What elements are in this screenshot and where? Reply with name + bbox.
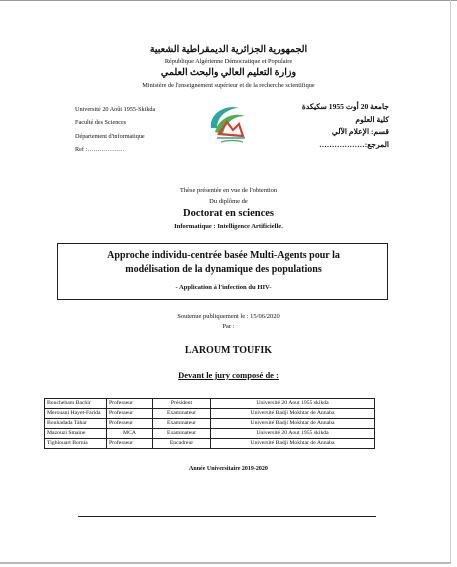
jury-member-name: Mazouzi Smaine — [45, 429, 107, 439]
header-arabic-ministry: وزارة التعليم العالي والبحث العلمي — [160, 68, 297, 78]
jury-member-name: Tighiouart Bornia — [45, 439, 107, 449]
thesis-degree: Doctorat en sciences — [183, 208, 274, 219]
jury-member-institution: Université 20 Aout 1955 skikda — [211, 429, 375, 439]
jury-member-grade: Professeur — [107, 439, 153, 449]
jury-heading: Devant le jury composé de : — [178, 370, 279, 380]
jury-member-role: Président — [153, 399, 211, 409]
department-name-fr: Département d'informatique — [75, 132, 145, 140]
defense-date: Soutenue publiquement le : 15/06/2020 — [177, 313, 280, 320]
jury-member-role: Examinateur — [153, 429, 211, 439]
institution-block-french — [75, 103, 155, 157]
footer-rule — [78, 516, 376, 517]
jury-table — [44, 398, 375, 449]
thesis-title-line1: Approche individu-centrée basée Multi-Agents pour la — [107, 250, 340, 261]
jury-member-role: Encadreur — [153, 439, 211, 449]
page-top-edge — [0, 0, 457, 1]
university-name-fr: Université 20 Août 1955-Skikda — [75, 106, 156, 113]
header-french-republic: République Algérienne Démocratique et Populaire — [164, 58, 293, 65]
thesis-diploma: Du diplôme de — [209, 198, 248, 205]
institution-block-arabic — [302, 101, 389, 151]
table-row — [45, 399, 375, 409]
page-bottom-edge — [0, 562, 451, 564]
jury-member-name: Boucheham Bachir — [45, 399, 107, 409]
faculty-name-ar: كلية العلوم — [355, 114, 389, 124]
reference-ar: المرجع:……………… — [319, 139, 389, 149]
university-logo-icon — [203, 100, 255, 152]
thesis-title-line2: modélisation de la dynamique des populations — [125, 264, 322, 275]
university-name-ar: جامعة 20 أوت 1955 سكيكدة — [301, 102, 389, 111]
reference-fr: Ref :……………… — [75, 146, 125, 154]
jury-member-grade: Professeur — [107, 409, 153, 419]
faculty-name-fr: Faculté des Sciences — [75, 119, 127, 127]
jury-member-grade: MCA — [107, 429, 153, 439]
table-row — [45, 439, 375, 449]
jury-member-grade: Professeur — [107, 419, 153, 429]
header-arabic-republic: الجمهورية الجزائرية الديمقراطية الشعبية — [149, 45, 308, 55]
jury-member-institution: Université Badji Mokhtar de Annaba — [211, 409, 375, 419]
thesis-title-box — [57, 243, 388, 300]
header-french-ministry: Ministère de l'enseignement supérieur et de la recherche scientifique — [142, 82, 315, 89]
defense-by-label: Par : — [222, 323, 235, 330]
jury-member-institution: Université Badji Mokhtar de Annaba — [211, 419, 375, 429]
jury-member-role: Examinateur — [153, 419, 211, 429]
jury-member-name: Merouani Hayet-Farida — [45, 409, 107, 419]
author-name: LAROUM TOUFIK — [184, 345, 273, 356]
jury-member-grade: Professeur — [107, 399, 153, 409]
thesis-speciality: Informatique : Intelligence Artificielle. — [174, 223, 283, 230]
thesis-presented-for: Thèse présentée en vue de l'obtention — [179, 187, 278, 194]
table-row — [45, 419, 375, 429]
jury-member-institution: Université Badji Mokhtar de Annaba — [211, 439, 375, 449]
thesis-subtitle: - Application à l'infection du HIV- — [175, 284, 272, 291]
jury-member-institution: Université 20 Aout 1955 skikda — [211, 399, 375, 409]
jury-member-name: Bouhadada Tahar — [45, 419, 107, 429]
department-name-ar: قسم: الإعلام الآلي — [331, 127, 389, 137]
academic-year: Année Universitaire 2019-2020 — [189, 466, 268, 472]
jury-member-role: Examinateur — [153, 409, 211, 419]
table-row — [45, 409, 375, 419]
table-row — [45, 429, 375, 439]
